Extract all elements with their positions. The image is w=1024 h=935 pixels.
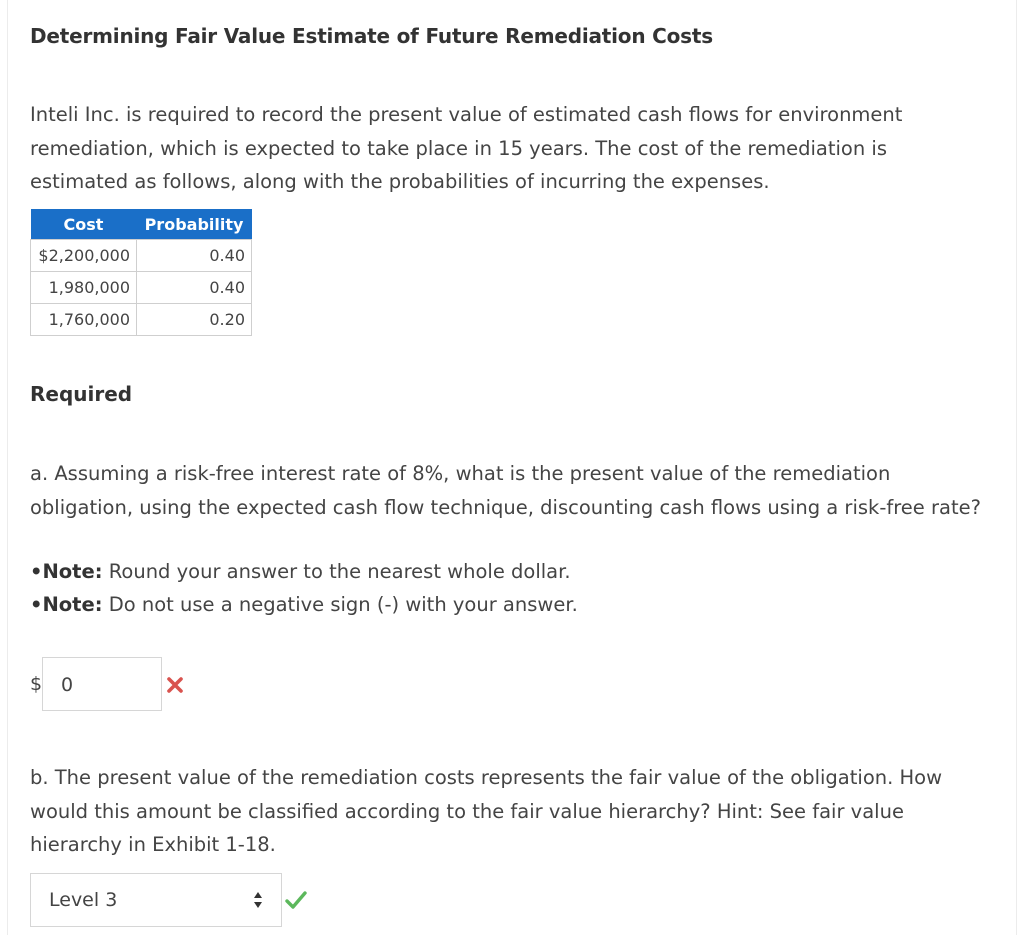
- frame-right-border: [1016, 0, 1017, 935]
- column-header-probability: Probability: [137, 209, 252, 240]
- select-value: Level 3: [49, 889, 118, 911]
- intro-paragraph: Inteli Inc. is required to record the present value of estimated cash flows for environment remediation, which is expected to take place in 15 years. The cost of the remediation is estimated as follows, along with the probabilities of incurring the expenses.: [30, 103, 903, 193]
- cell-cost: 1,760,000: [31, 304, 137, 336]
- column-header-cost: Cost: [31, 209, 137, 240]
- table-row: [31, 272, 252, 304]
- question-b-text: b. The present value of the remediation costs represents the fair value of the obligation. How would this amount be classified according to the fair value hierarchy? Hint: See fair value hierarchy in Exhibit 1-18.: [30, 766, 943, 856]
- note-bullet: •: [30, 560, 43, 583]
- cell-probability: 0.20: [137, 304, 252, 336]
- note-text: Do not use a negative sign (-) with your answer.: [102, 593, 578, 616]
- x-icon: [165, 675, 185, 695]
- note-round: [30, 560, 571, 583]
- hierarchy-level-select[interactable]: [30, 873, 282, 927]
- currency-symbol: $: [30, 673, 43, 695]
- question-a-text: a. Assuming a risk-free interest rate of 8%, what is the present value of the remediation obligation, using the expected cash flow technique, discounting cash flows using a risk-free rate?: [30, 462, 981, 519]
- table-row: [31, 240, 252, 272]
- cell-cost: 1,980,000: [31, 272, 137, 304]
- note-label: Note:: [42, 593, 103, 616]
- frame-left-border: [7, 0, 8, 935]
- cell-probability: 0.40: [137, 272, 252, 304]
- required-heading: Required: [30, 382, 133, 406]
- cell-cost: $2,200,000: [31, 240, 137, 272]
- note-bullet: •: [30, 593, 43, 616]
- note-negative-sign: [30, 593, 578, 616]
- check-icon: [285, 890, 307, 910]
- table-header-row: [31, 209, 252, 240]
- note-text: Round your answer to the nearest whole dollar.: [102, 560, 571, 583]
- note-label: Note:: [42, 560, 103, 583]
- table-row: [31, 304, 252, 336]
- cost-probability-table: [30, 209, 252, 336]
- cell-probability: 0.40: [137, 240, 252, 272]
- page-title: Determining Fair Value Estimate of Future Remediation Costs: [30, 24, 713, 48]
- answer-input-a[interactable]: 0: [42, 657, 162, 711]
- select-arrows-icon: [253, 891, 263, 909]
